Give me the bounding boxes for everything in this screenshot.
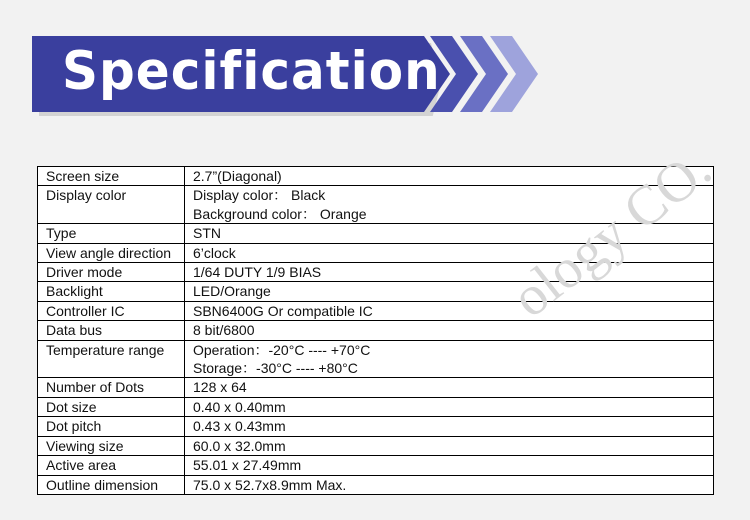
table-row [38, 340, 714, 378]
spec-value [185, 436, 714, 455]
spec-value [185, 321, 714, 340]
spec-value-line: SBN6400G Or compatible IC [193, 302, 373, 319]
spec-label: View angle direction [38, 243, 185, 262]
spec-value-line: STN [193, 225, 221, 242]
spec-label: Type [38, 224, 185, 243]
table-row [38, 456, 714, 475]
spec-value-line: 8 bit/6800 [193, 322, 255, 339]
spec-label: Active area [38, 456, 185, 475]
spec-value [185, 186, 714, 224]
specification-table [37, 166, 714, 495]
table-row [38, 475, 714, 494]
spec-value-line: 55.01 x 27.49mm [193, 457, 302, 474]
spec-label: Viewing size [38, 436, 185, 455]
table-row [38, 263, 714, 282]
spec-label: Dot size [38, 397, 185, 416]
spec-value-line: 128 x 64 [193, 379, 247, 396]
spec-value [185, 243, 714, 262]
spec-label: Number of Dots [38, 378, 185, 397]
spec-label: Screen size [38, 167, 185, 186]
table-row [38, 321, 714, 340]
spec-value-line: Storage：-30°C ---- +80°C [193, 360, 358, 377]
table-row [38, 301, 714, 320]
spec-label: Temperature range [38, 340, 185, 378]
spec-value-line: Background color： Orange [193, 205, 367, 222]
page-title: Specification [62, 40, 441, 102]
spec-value-line: 60.0 x 32.0mm [193, 437, 286, 454]
table-row [38, 282, 714, 301]
table-row [38, 167, 714, 186]
spec-value [185, 397, 714, 416]
table-row [38, 378, 714, 397]
table-row [38, 224, 714, 243]
spec-value [185, 263, 714, 282]
table-row [38, 397, 714, 416]
spec-value [185, 340, 714, 378]
spec-label: Backlight [38, 282, 185, 301]
spec-value [185, 475, 714, 494]
spec-label: Driver mode [38, 263, 185, 282]
spec-label: Data bus [38, 321, 185, 340]
spec-label: Display color [38, 186, 185, 224]
specification-banner [32, 36, 552, 116]
spec-label: Outline dimension [38, 475, 185, 494]
table-row [38, 186, 714, 224]
table-row [38, 436, 714, 455]
table-row [38, 243, 714, 262]
spec-value-line: LED/Orange [193, 283, 271, 300]
spec-value-line: Operation：-20°C ---- +70°C [193, 341, 371, 358]
spec-value [185, 417, 714, 436]
spec-value-line: 0.40 x 0.40mm [193, 398, 286, 415]
spec-value-line: 1/64 DUTY 1/9 BIAS [193, 264, 322, 281]
watermark-text: ology CO. [500, 137, 723, 330]
spec-value [185, 224, 714, 243]
spec-value [185, 456, 714, 475]
spec-value [185, 167, 714, 186]
spec-value-line: 75.0 x 52.7x8.9mm Max. [193, 476, 347, 493]
spec-value-line: 6’clock [193, 244, 236, 261]
spec-value [185, 378, 714, 397]
table-row [38, 417, 714, 436]
spec-value-line: 2.7”(Diagonal) [193, 168, 282, 184]
spec-value-line: Display color： Black [193, 187, 326, 204]
spec-value-line: 0.43 x 0.43mm [193, 418, 286, 435]
spec-value [185, 282, 714, 301]
spec-label: Controller IC [38, 301, 185, 320]
spec-value [185, 301, 714, 320]
spec-label: Dot pitch [38, 417, 185, 436]
